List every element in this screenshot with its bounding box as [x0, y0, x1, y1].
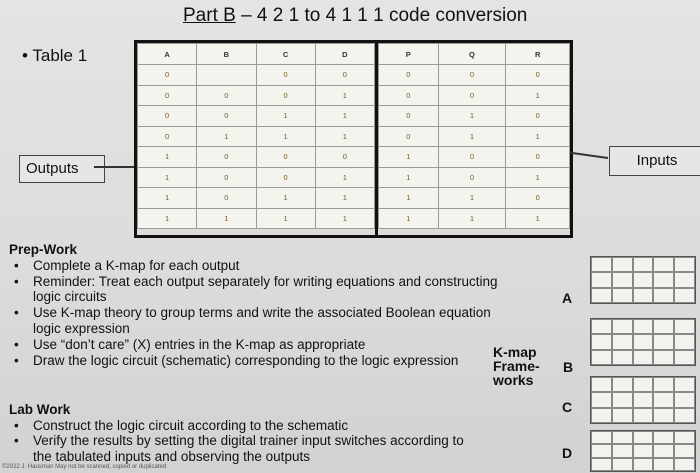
- outputs-table-cell: 0: [197, 188, 256, 209]
- kmap-cell: [653, 272, 674, 287]
- inputs-table: [378, 43, 570, 229]
- inputs-table-header-cell: P: [379, 44, 439, 65]
- kmap-grid-c: [590, 376, 696, 424]
- kmap-cell: [653, 458, 674, 471]
- kmap-label-line3: works: [493, 372, 534, 388]
- kmap-cell: [612, 257, 633, 272]
- lab-heading: Lab Work: [9, 402, 71, 417]
- kmap-letter-c: C: [562, 399, 573, 415]
- outputs-table-cell: 1: [315, 85, 374, 106]
- kmap-cell: [591, 458, 612, 471]
- outputs-table-header-row: [138, 44, 375, 65]
- lab-work-section: [9, 402, 469, 464]
- kmap-cell: [633, 458, 654, 471]
- outputs-table-cell: 0: [256, 65, 315, 86]
- prep-item: • Draw the logic circuit (schematic) corresponding to the logic expression: [33, 353, 499, 369]
- inputs-table-cell: 0: [438, 65, 506, 86]
- outputs-table-cell: 0: [197, 85, 256, 106]
- kmap-cell: [591, 392, 612, 407]
- table-label: • Table 1: [22, 46, 88, 65]
- inputs-table-row: [379, 188, 570, 209]
- kmap-cell: [612, 350, 633, 365]
- kmap-cell: [591, 444, 612, 457]
- kmap-cell: [591, 408, 612, 423]
- outputs-table-cell: 0: [138, 126, 197, 147]
- outputs-table-cell: 1: [315, 167, 374, 188]
- kmap-label-line1: K-map: [493, 344, 537, 360]
- inputs-table-cell: 0: [379, 126, 439, 147]
- inputs-table-cell: 0: [506, 147, 570, 168]
- inputs-table-row: [379, 126, 570, 147]
- kmap-letter-a: A: [562, 290, 573, 306]
- inputs-table-cell: 0: [379, 85, 439, 106]
- inputs-table-cell: 1: [506, 208, 570, 229]
- prep-item: • Complete a K-map for each output: [33, 258, 499, 274]
- kmap-cell: [612, 392, 633, 407]
- inputs-table-cell: 0: [379, 65, 439, 86]
- inputs-callout: Inputs: [609, 146, 700, 176]
- outputs-table-cell: 0: [256, 167, 315, 188]
- inputs-table-cell: 0: [438, 85, 506, 106]
- prep-work-section: [9, 242, 499, 368]
- kmap-cell: [653, 377, 674, 392]
- kmap-frameworks-label: [493, 345, 540, 387]
- outputs-table-cell: 1: [197, 208, 256, 229]
- inputs-table-cell: 1: [438, 126, 506, 147]
- outputs-table-cell: 0: [315, 147, 374, 168]
- kmap-cell: [591, 431, 612, 444]
- table-label-text: Table 1: [32, 46, 88, 65]
- outputs-table-cell: 1: [256, 208, 315, 229]
- kmap-cell: [674, 431, 695, 444]
- kmap-cell: [612, 431, 633, 444]
- kmap-cell: [612, 444, 633, 457]
- outputs-table-row: [138, 106, 375, 127]
- outputs-table-cell: 1: [256, 106, 315, 127]
- inputs-table-cell: 0: [506, 106, 570, 127]
- outputs-table-cell: 1: [315, 208, 374, 229]
- inputs-table-cell: 1: [506, 126, 570, 147]
- kmap-cell: [612, 288, 633, 303]
- kmap-grid-a: [590, 256, 696, 304]
- outputs-table-cell: 1: [315, 126, 374, 147]
- outputs-table-row: [138, 188, 375, 209]
- kmap-cell: [674, 272, 695, 287]
- kmap-cell: [591, 288, 612, 303]
- kmap-cell: [653, 257, 674, 272]
- outputs-table-cell: 1: [138, 188, 197, 209]
- copyright-notice: ©2022 J. Hausman May not be scanned, copied or duplicated: [2, 464, 167, 470]
- inputs-table-cell: 1: [379, 208, 439, 229]
- kmap-cell: [612, 334, 633, 349]
- kmap-cell: [612, 458, 633, 471]
- inputs-table-cell: 1: [379, 167, 439, 188]
- kmap-cell: [633, 272, 654, 287]
- kmap-cell: [612, 408, 633, 423]
- inputs-table-header-row: [379, 44, 570, 65]
- outputs-table-cell: 1: [138, 167, 197, 188]
- outputs-table-header-cell: C: [256, 44, 315, 65]
- kmap-cell: [674, 444, 695, 457]
- inputs-table-cell: 1: [438, 188, 506, 209]
- inputs-table-row: [379, 106, 570, 127]
- kmap-cell: [653, 444, 674, 457]
- kmap-cell: [612, 377, 633, 392]
- outputs-table-row: [138, 167, 375, 188]
- inputs-table-cell: 0: [438, 167, 506, 188]
- outputs-arrow: [94, 166, 134, 168]
- kmap-cell: [633, 408, 654, 423]
- inputs-table-header-cell: R: [506, 44, 570, 65]
- prep-item: • Use “don’t care” (X) entries in the K-map as appropriate: [33, 337, 499, 353]
- outputs-table-cell: 1: [256, 188, 315, 209]
- kmap-cell: [674, 319, 695, 334]
- outputs-table-cell: 0: [256, 147, 315, 168]
- kmap-cell: [653, 350, 674, 365]
- inputs-table-cell: 0: [506, 65, 570, 86]
- inputs-table-row: [379, 208, 570, 229]
- outputs-table-cell: 0: [138, 65, 197, 86]
- outputs-table-cell: 0: [197, 147, 256, 168]
- inputs-table-row: [379, 85, 570, 106]
- outputs-table-cell: 1: [315, 188, 374, 209]
- lab-item: • Construct the logic circuit according to the schematic: [33, 418, 469, 434]
- kmap-cell: [653, 431, 674, 444]
- inputs-table-row: [379, 147, 570, 168]
- inputs-arrow: [570, 152, 608, 159]
- inputs-table-cell: 0: [379, 106, 439, 127]
- kmap-cell: [653, 319, 674, 334]
- outputs-table-cell: 0: [138, 85, 197, 106]
- outputs-table-cell: 0: [315, 65, 374, 86]
- kmap-cell: [591, 319, 612, 334]
- inputs-table-cell: 1: [506, 167, 570, 188]
- prep-item: • Use K-map theory to group terms and write the associated Boolean equation logic expression: [33, 305, 499, 337]
- outputs-table-row: [138, 126, 375, 147]
- inputs-table-cell: 1: [438, 208, 506, 229]
- kmap-cell: [674, 288, 695, 303]
- outputs-table-cell: 0: [138, 106, 197, 127]
- kmap-cell: [591, 257, 612, 272]
- kmap-label-line2: Frame-: [493, 358, 540, 374]
- title-prefix: Part B: [183, 5, 236, 26]
- prep-heading: Prep-Work: [9, 242, 78, 257]
- kmap-cell: [633, 431, 654, 444]
- kmap-cell: [591, 377, 612, 392]
- outputs-table-cell: 0: [197, 167, 256, 188]
- kmap-cell: [591, 350, 612, 365]
- inputs-table-cell: 0: [438, 147, 506, 168]
- kmap-cell: [633, 288, 654, 303]
- inputs-table-row: [379, 167, 570, 188]
- outputs-table-cell: 1: [315, 106, 374, 127]
- kmap-cell: [674, 334, 695, 349]
- outputs-table-cell: 1: [197, 126, 256, 147]
- lab-item: • Verify the results by setting the digital trainer input switches according to the tabulated inputs and observing the outputs: [33, 433, 469, 464]
- inputs-table-header-cell: Q: [438, 44, 506, 65]
- page-title: [183, 5, 527, 27]
- prep-list: [9, 258, 499, 369]
- kmap-cell: [633, 319, 654, 334]
- outputs-table-header-cell: B: [197, 44, 256, 65]
- kmap-cell: [674, 350, 695, 365]
- outputs-table-cell: 1: [138, 208, 197, 229]
- kmap-letter-b: B: [563, 359, 574, 375]
- prep-item: • Reminder: Treat each output separately for writing equations and constructing logic circuits: [33, 274, 499, 306]
- outputs-table-cell: 0: [197, 106, 256, 127]
- kmap-cell: [653, 288, 674, 303]
- kmap-cell: [653, 334, 674, 349]
- kmap-cell: [674, 377, 695, 392]
- kmap-cell: [591, 272, 612, 287]
- kmap-cell: [653, 392, 674, 407]
- kmap-cell: [633, 334, 654, 349]
- kmap-cell: [674, 257, 695, 272]
- outputs-table-row: [138, 85, 375, 106]
- kmap-letter-d: D: [562, 445, 573, 461]
- kmap-cell: [633, 377, 654, 392]
- kmap-cell: [591, 334, 612, 349]
- kmap-cell: [633, 444, 654, 457]
- outputs-table-cell: 1: [138, 147, 197, 168]
- title-rest: – 4 2 1 to 4 1 1 1 code conversion: [235, 5, 528, 26]
- kmap-cell: [633, 392, 654, 407]
- outputs-callout: Outputs: [19, 155, 105, 183]
- outputs-table-row: [138, 147, 375, 168]
- inputs-table-cell: 1: [379, 188, 439, 209]
- kmap-grid-d: [590, 430, 696, 472]
- outputs-table-cell: 1: [256, 126, 315, 147]
- lab-list: [9, 418, 469, 465]
- kmap-cell: [653, 408, 674, 423]
- outputs-table-row: [138, 65, 375, 86]
- inputs-table-cell: 1: [506, 85, 570, 106]
- kmap-cell: [674, 458, 695, 471]
- kmap-cell: [612, 319, 633, 334]
- kmap-cell: [633, 257, 654, 272]
- inputs-table-row: [379, 65, 570, 86]
- kmap-cell: [674, 408, 695, 423]
- outputs-table-cell: 0: [256, 85, 315, 106]
- inputs-table-cell: 1: [379, 147, 439, 168]
- outputs-table-row: [138, 208, 375, 229]
- outputs-table-header-cell: A: [138, 44, 197, 65]
- kmap-cell: [633, 350, 654, 365]
- kmap-cell: [612, 272, 633, 287]
- inputs-table-cell: 0: [506, 188, 570, 209]
- outputs-table-header-cell: D: [315, 44, 374, 65]
- inputs-table-cell: 1: [438, 106, 506, 127]
- kmap-grid-b: [590, 318, 696, 366]
- outputs-table: [137, 43, 375, 229]
- kmap-cell: [674, 392, 695, 407]
- outputs-table-cell: [197, 65, 256, 86]
